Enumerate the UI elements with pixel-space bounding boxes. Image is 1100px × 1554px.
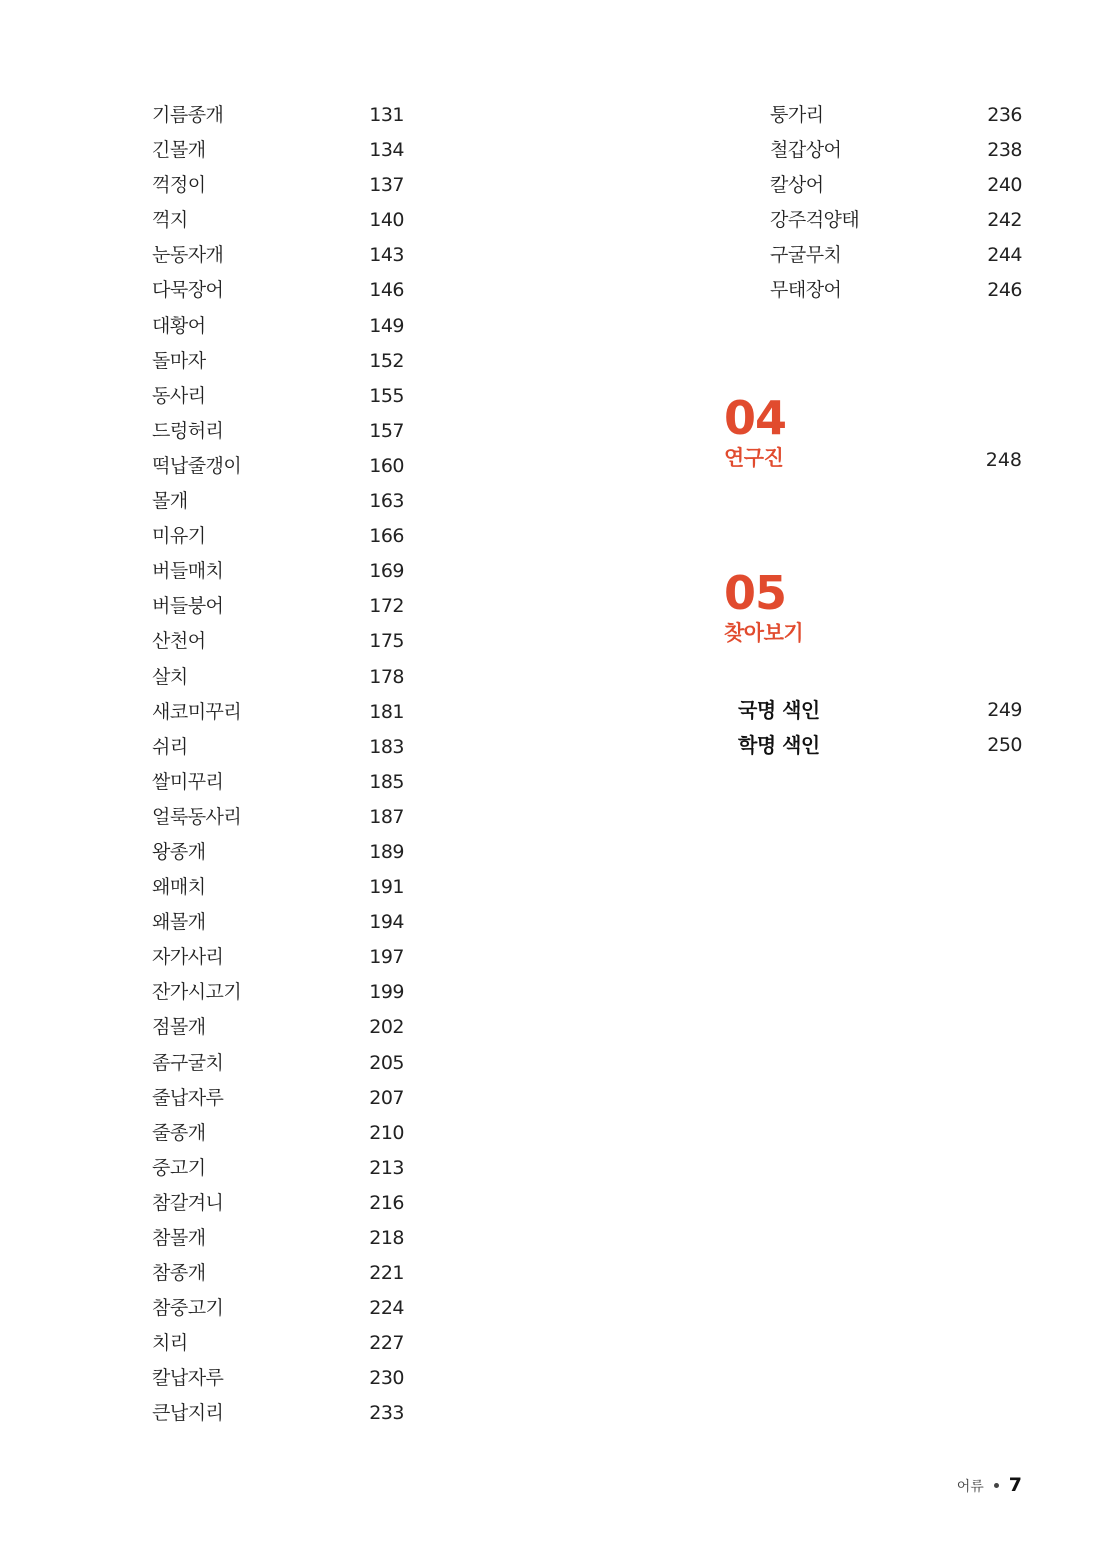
toc-entry-title: 줄납자루 — [152, 1086, 224, 1109]
footer-label: 어류 — [956, 1479, 984, 1495]
toc-entry[interactable] — [152, 205, 404, 240]
toc-entry-page: 238 — [987, 139, 1022, 162]
toc-entry[interactable] — [152, 1398, 404, 1433]
section-04 — [724, 392, 1022, 478]
toc-entry[interactable] — [152, 556, 404, 591]
toc-entry[interactable] — [770, 100, 1022, 135]
toc-entry[interactable] — [152, 907, 404, 942]
toc-entry[interactable] — [152, 451, 404, 486]
toc-entry-title: 무태장어 — [770, 279, 842, 302]
toc-entry[interactable] — [152, 977, 404, 1012]
toc-entry-page: 197 — [369, 946, 404, 969]
toc-entry-title: 자가사리 — [152, 946, 224, 969]
toc-entry-page: 224 — [369, 1297, 404, 1320]
toc-entry[interactable] — [152, 240, 404, 275]
toc-entry[interactable] — [152, 381, 404, 416]
toc-entry-page: 155 — [369, 384, 404, 407]
page-number: 7 — [1008, 1474, 1022, 1496]
toc-entry[interactable] — [152, 1118, 404, 1153]
toc-left-column — [152, 100, 404, 1434]
toc-entry-page: 181 — [369, 700, 404, 723]
toc-entry-title: 칼상어 — [770, 174, 824, 197]
toc-entry-title: 쉬리 — [152, 735, 188, 758]
toc-entry-title: 참종개 — [152, 1262, 206, 1285]
toc-entry[interactable] — [152, 1328, 404, 1363]
toc-entry-title: 새코미꾸리 — [152, 700, 242, 723]
toc-entry-page: 227 — [369, 1332, 404, 1355]
toc-entry[interactable] — [738, 695, 1022, 730]
section-04-number: 04 — [724, 391, 787, 445]
toc-entry[interactable] — [152, 942, 404, 977]
toc-entry-title: 학명 색인 — [738, 733, 820, 758]
toc-entry[interactable] — [152, 170, 404, 205]
toc-entry[interactable] — [738, 730, 1022, 765]
toc-entry-title: 드렁허리 — [152, 419, 224, 442]
toc-entry-page: 233 — [369, 1402, 404, 1425]
toc-entry-page: 250 — [987, 734, 1022, 757]
toc-entry-page: 131 — [369, 104, 404, 126]
toc-entry-page: 157 — [369, 419, 404, 442]
toc-entry-title: 참몰개 — [152, 1227, 206, 1249]
toc-entry[interactable] — [152, 346, 404, 381]
toc-entry[interactable] — [770, 205, 1022, 240]
toc-entry[interactable] — [152, 486, 404, 521]
toc-entry-page: 236 — [987, 104, 1022, 126]
toc-entry-title: 퉁가리 — [770, 104, 824, 126]
toc-entry-title: 점몰개 — [152, 1016, 206, 1039]
toc-entry-page: 183 — [369, 735, 404, 758]
toc-entry-title: 꺽지 — [152, 209, 188, 232]
toc-entry-title: 큰납지리 — [152, 1402, 224, 1425]
toc-entry-title: 잔가시고기 — [152, 981, 242, 1004]
section-04-title: 연구진 — [724, 446, 784, 470]
toc-entry-title: 강주걱양태 — [770, 209, 860, 232]
toc-entry-page: 134 — [369, 139, 404, 162]
toc-entry-title: 동사리 — [152, 384, 206, 407]
toc-entry-title: 다묵장어 — [152, 279, 224, 302]
toc-entry-page: 166 — [369, 525, 404, 548]
toc-entry[interactable] — [152, 872, 404, 907]
toc-entry[interactable] — [152, 416, 404, 451]
toc-entry-page: 207 — [369, 1086, 404, 1109]
toc-entry-title: 떡납줄갱이 — [152, 454, 242, 477]
toc-entry-page: 194 — [369, 911, 404, 934]
toc-entry-page: 175 — [369, 630, 404, 653]
toc-entry[interactable] — [152, 1153, 404, 1188]
toc-entry-page: 140 — [369, 209, 404, 232]
toc-entry[interactable] — [152, 767, 404, 802]
toc-entry[interactable] — [770, 135, 1022, 170]
toc-entry-title: 중고기 — [152, 1156, 206, 1179]
toc-entry[interactable] — [152, 1223, 404, 1258]
toc-entry[interactable] — [152, 1012, 404, 1047]
toc-entry-title: 줄종개 — [152, 1121, 206, 1144]
toc-entry-title: 꺽정이 — [152, 174, 206, 197]
toc-entry-title: 미유기 — [152, 525, 206, 548]
section-05-title: 찾아보기 — [724, 621, 804, 645]
toc-entry-page: 149 — [369, 314, 404, 337]
toc-entry-title: 쌀미꾸리 — [152, 770, 224, 793]
toc-entry[interactable] — [152, 802, 404, 837]
toc-entry-title: 살치 — [152, 665, 188, 688]
toc-entry-page: 187 — [369, 805, 404, 828]
toc-entry-title: 몰개 — [152, 490, 188, 513]
page-footer — [957, 1472, 1022, 1500]
toc-entry-title: 구굴무치 — [770, 244, 842, 267]
toc-entry-page: 246 — [987, 279, 1022, 302]
toc-entry-page: 213 — [369, 1156, 404, 1179]
toc-entry[interactable] — [152, 521, 404, 556]
toc-entry-page: 249 — [987, 699, 1022, 721]
toc-entry[interactable] — [152, 591, 404, 626]
toc-entry-page: 189 — [369, 840, 404, 863]
toc-entry[interactable] — [152, 732, 404, 767]
toc-entry-title: 얼룩동사리 — [152, 805, 242, 828]
toc-entry-title: 버들매치 — [152, 560, 224, 583]
toc-entry[interactable] — [152, 697, 404, 732]
bullet-icon — [994, 1483, 999, 1488]
toc-entry[interactable] — [152, 662, 404, 697]
toc-entry[interactable] — [152, 311, 404, 346]
toc-entry-title: 철갑상어 — [770, 139, 842, 162]
toc-entry-title: 좀구굴치 — [152, 1051, 224, 1074]
toc-entry-title: 대황어 — [152, 314, 206, 337]
toc-right-column — [770, 100, 1022, 311]
toc-entry-title: 왜매치 — [152, 876, 206, 899]
section-04-page: 248 — [985, 449, 1022, 471]
toc-entry-page: 221 — [369, 1262, 404, 1285]
toc-entry-title: 산천어 — [152, 630, 206, 653]
toc-entry[interactable] — [152, 100, 404, 135]
toc-entry-page: 210 — [369, 1121, 404, 1144]
section-05 — [724, 567, 1022, 653]
toc-entry-page: 160 — [369, 454, 404, 477]
toc-entry[interactable] — [152, 275, 404, 310]
toc-entry[interactable] — [770, 170, 1022, 205]
toc-entry-page: 146 — [369, 279, 404, 302]
toc-entry-title: 칼납자루 — [152, 1367, 224, 1390]
toc-entry-title: 국명 색인 — [738, 698, 820, 722]
toc-entry-title: 버들붕어 — [152, 595, 224, 618]
toc-entry-page: 205 — [369, 1051, 404, 1074]
toc-entry-page: 172 — [369, 595, 404, 618]
toc-entry-page: 199 — [369, 981, 404, 1004]
toc-entry-page: 242 — [987, 209, 1022, 232]
toc-entry-title: 왕종개 — [152, 840, 206, 863]
section-05-title-row — [724, 619, 1022, 653]
toc-entry-title: 눈동자개 — [152, 244, 224, 267]
toc-entry[interactable] — [152, 1258, 404, 1293]
toc-entry-page: 240 — [987, 174, 1022, 197]
toc-entry-page: 244 — [987, 244, 1022, 267]
toc-entry[interactable] — [152, 135, 404, 170]
section-04-title-row[interactable] — [724, 444, 1022, 478]
toc-entry-page: 152 — [369, 349, 404, 372]
toc-entry-title: 돌마자 — [152, 349, 206, 372]
toc-entry[interactable] — [152, 1188, 404, 1223]
toc-entry-title: 기름종개 — [152, 104, 224, 126]
toc-entry-page: 185 — [369, 770, 404, 793]
toc-entry[interactable] — [152, 626, 404, 661]
toc-entry-page: 143 — [369, 244, 404, 267]
toc-entry-page: 230 — [369, 1367, 404, 1390]
toc-entry-page: 216 — [369, 1191, 404, 1214]
toc-entry[interactable] — [152, 1293, 404, 1328]
toc-entry-page: 169 — [369, 560, 404, 583]
toc-entry-page: 137 — [369, 174, 404, 197]
toc-entry-title: 왜몰개 — [152, 911, 206, 934]
toc-entry-title: 참갈겨니 — [152, 1191, 224, 1214]
toc-entry-page: 191 — [369, 876, 404, 899]
toc-entry-title: 참중고기 — [152, 1297, 224, 1320]
index-list — [738, 695, 1022, 765]
toc-entry[interactable] — [152, 1083, 404, 1118]
toc-entry[interactable] — [152, 837, 404, 872]
toc-entry[interactable] — [770, 275, 1022, 310]
toc-entry-title: 치리 — [152, 1332, 188, 1355]
toc-entry[interactable] — [152, 1363, 404, 1398]
toc-entry[interactable] — [152, 1048, 404, 1083]
toc-entry-title: 긴몰개 — [152, 139, 206, 162]
section-05-number: 05 — [724, 566, 787, 620]
toc-entry-page: 202 — [369, 1016, 404, 1039]
toc-entry-page: 178 — [369, 665, 404, 688]
toc-entry-page: 163 — [369, 490, 404, 513]
toc-entry-page: 218 — [369, 1227, 404, 1249]
toc-entry[interactable] — [770, 240, 1022, 275]
